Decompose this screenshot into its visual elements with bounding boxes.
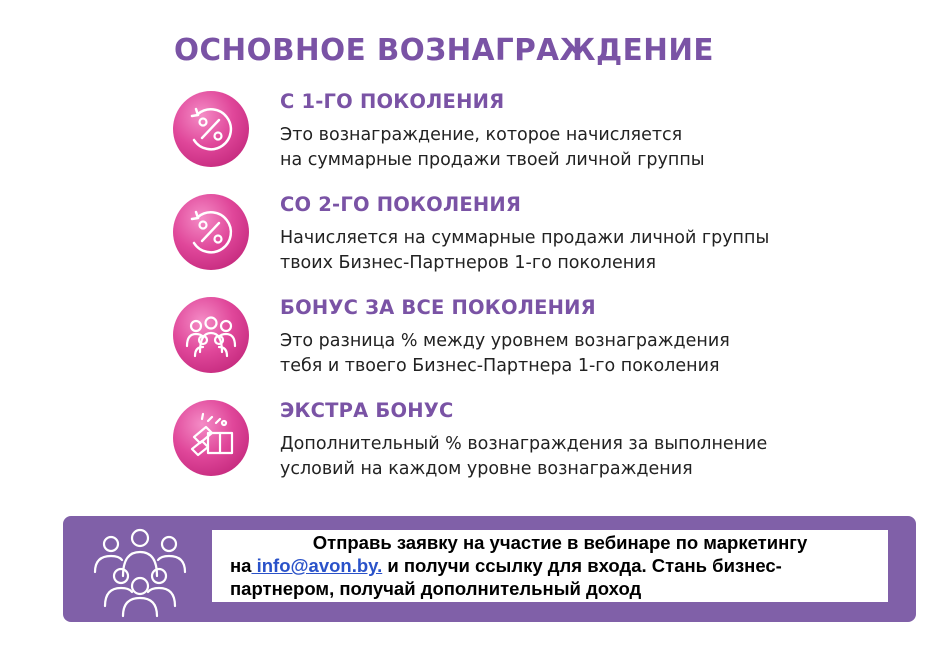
item-heading: ЭКСТРА БОНУС	[280, 399, 454, 422]
people-group-icon	[172, 296, 250, 374]
item-description: Начисляется на суммарные продажи личной группы твоих Бизнес-Партнеров 1-го поколения	[280, 228, 770, 273]
percent-cycle-icon	[172, 90, 250, 168]
banner-text-line: на info@avon.by. и получи ссылку для входа. Стань бизнес-	[230, 555, 782, 576]
webinar-message	[212, 530, 888, 602]
reward-item-first-generation	[172, 90, 852, 190]
webinar-banner	[63, 516, 916, 622]
percent-cycle-icon	[172, 193, 250, 271]
item-description: Это вознаграждение, которое начисляется на суммарные продажи твоей личной группы	[280, 125, 705, 170]
banner-text-line: Отправь заявку на участие в вебинаре по маркетингу	[312, 532, 808, 553]
item-heading: БОНУС ЗА ВСЕ ПОКОЛЕНИЯ	[280, 296, 596, 319]
item-heading: СО 2-ГО ПОКОЛЕНИЯ	[280, 193, 522, 216]
reward-item-extra-bonus	[172, 399, 852, 499]
gift-box-icon	[172, 399, 250, 477]
banner-text-line: партнером, получай дополнительный доход	[230, 578, 642, 599]
reward-item-all-generations-bonus	[172, 296, 852, 396]
crowd-icon	[91, 524, 189, 618]
reward-item-second-generation	[172, 193, 852, 293]
item-heading: С 1-ГО ПОКОЛЕНИЯ	[280, 90, 505, 113]
page-title: ОСНОВНОЕ ВОЗНАГРАЖДЕНИЕ	[174, 33, 715, 68]
email-link[interactable]: info@avon.by.	[251, 555, 383, 576]
item-description: Дополнительный % вознаграждения за выполнение условий на каждом уровне вознаграждения	[280, 434, 768, 479]
item-description: Это разница % между уровнем вознаграждения тебя и твоего Бизнес-Партнера 1-го поколения	[280, 331, 730, 376]
